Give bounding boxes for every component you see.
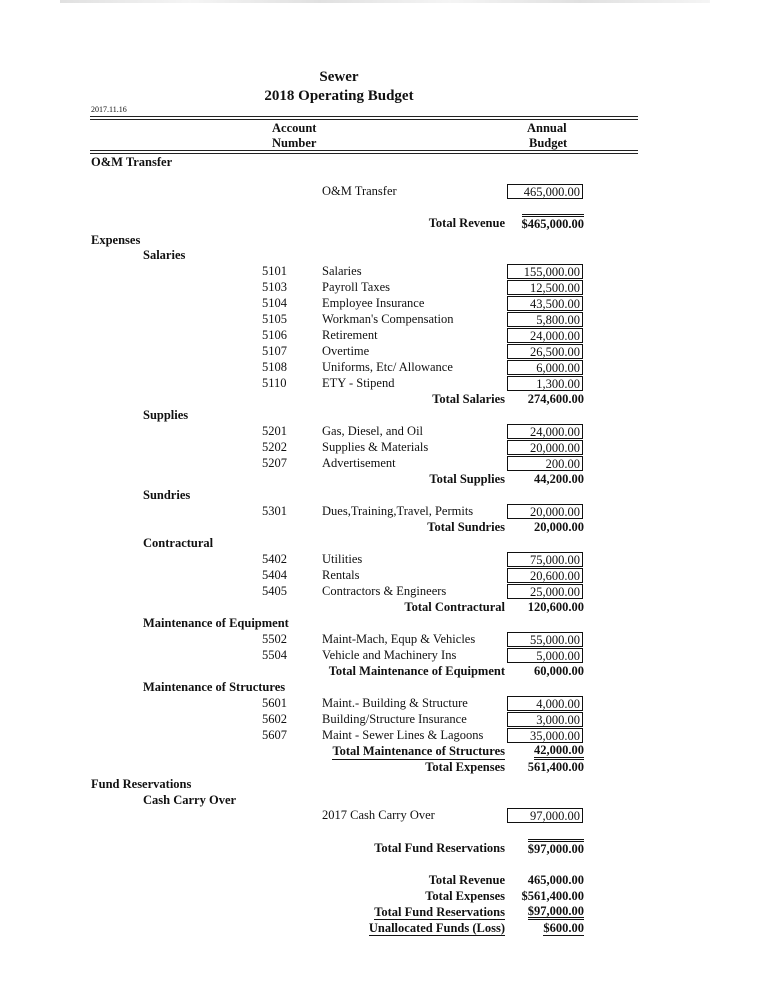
line-item-amount: 5,800.00	[507, 312, 583, 327]
budget-title: 2018 Operating Budget	[264, 88, 414, 104]
account-number: 5504	[262, 648, 287, 662]
scan-artifact	[60, 0, 710, 3]
account-number: 5602	[262, 712, 287, 726]
total-sundries-amount: 20,000.00	[534, 520, 584, 534]
summary-revenue-label: Total Revenue	[428, 873, 505, 887]
account-number: 5404	[262, 568, 287, 582]
summary-unallocated-label: Unallocated Funds (Loss)	[368, 921, 505, 935]
line-item-amount: 1,300.00	[507, 376, 583, 391]
om-transfer-label: O&M Transfer	[322, 184, 397, 198]
line-item-label: Retirement	[322, 328, 378, 342]
print-date: 2017.11.16	[91, 105, 127, 114]
line-item-label: Maint - Sewer Lines & Lagoons	[322, 728, 484, 742]
col-account-line1: Account	[272, 121, 317, 135]
account-number: 5108	[262, 360, 287, 374]
total-sundries-label: Total Sundries	[427, 520, 505, 534]
total-maint-equipment-label: Total Maintenance of Equipment	[328, 664, 505, 678]
salaries-heading: Salaries	[143, 248, 186, 262]
summary-expenses-label: Total Expenses	[425, 889, 505, 903]
line-item-amount: 25,000.00	[507, 584, 583, 599]
total-supplies-label: Total Supplies	[429, 472, 505, 486]
account-number: 5405	[262, 584, 287, 598]
line-item-amount: 26,500.00	[507, 344, 583, 359]
account-number: 5601	[262, 696, 287, 710]
total-salaries-label: Total Salaries	[432, 392, 505, 406]
account-number: 5402	[262, 552, 287, 566]
account-number: 5201	[262, 424, 287, 438]
account-number: 5502	[262, 632, 287, 646]
line-item-label: ETY - Stipend	[322, 376, 395, 390]
line-item-label: Maint.- Building & Structure	[322, 696, 468, 710]
om-transfer-amount: 465,000.00	[507, 184, 583, 199]
line-item-amount: 20,600.00	[507, 568, 583, 583]
line-item-amount: 75,000.00	[507, 552, 583, 567]
account-number: 5110	[262, 376, 287, 390]
line-item-amount: 35,000.00	[507, 728, 583, 743]
account-number: 5107	[262, 344, 287, 358]
total-maint-structures-amount: 42,000.00	[534, 744, 584, 760]
line-item-amount: 24,000.00	[507, 424, 583, 439]
total-fund-reservations-amount: $97,000.00	[528, 839, 584, 857]
supplies-heading: Supplies	[143, 408, 189, 422]
maint-equipment-heading: Maintenance of Equipment	[143, 616, 289, 630]
col-budget-line2: Budget	[529, 136, 568, 150]
line-item-label: Salaries	[322, 264, 362, 278]
summary-reservations-amount: $97,000.00	[527, 904, 584, 918]
expenses-heading: Expenses	[91, 233, 141, 247]
total-revenue-amount: $465,000.00	[522, 214, 585, 232]
om-transfer-heading: O&M Transfer	[91, 155, 173, 169]
line-item-amount: 20,000.00	[507, 504, 583, 519]
header-rule-bottom	[90, 150, 638, 154]
account-number: 5104	[262, 296, 287, 310]
cash-carry-over-label: 2017 Cash Carry Over	[322, 808, 435, 822]
total-contractural-amount: 120,600.00	[527, 600, 584, 614]
account-number: 5202	[262, 440, 287, 454]
maint-structures-heading: Maintenance of Structures	[143, 680, 286, 694]
line-item-amount: 24,000.00	[507, 328, 583, 343]
line-item-amount: 200.00	[507, 456, 583, 471]
summary-revenue-amount: 465,000.00	[527, 873, 584, 887]
line-item-label: Contractors & Engineers	[322, 584, 447, 598]
total-contractural-label: Total Contractural	[404, 600, 505, 614]
line-item-amount: 20,000.00	[507, 440, 583, 455]
total-supplies-amount: 44,200.00	[534, 472, 584, 486]
cash-carry-over-amount: 97,000.00	[507, 808, 583, 823]
summary-reservations-label: Total Fund Reservations	[374, 905, 505, 919]
fund-title: Sewer	[319, 69, 359, 85]
total-expenses-label: Total Expenses	[425, 760, 505, 774]
total-revenue-label: Total Revenue	[428, 216, 505, 230]
total-expenses-amount: 561,400.00	[527, 760, 584, 774]
line-item-amount: 6,000.00	[507, 360, 583, 375]
line-item-label: Maint-Mach, Equp & Vehicles	[322, 632, 476, 646]
line-item-label: Uniforms, Etc/ Allowance	[322, 360, 453, 374]
line-item-label: Employee Insurance	[322, 296, 425, 310]
line-item-label: Building/Structure Insurance	[322, 712, 467, 726]
line-item-label: Supplies & Materials	[322, 440, 429, 454]
line-item-label: Workman's Compensation	[322, 312, 454, 326]
account-number: 5103	[262, 280, 287, 294]
line-item-label: Advertisement	[322, 456, 396, 470]
contractural-heading: Contractural	[143, 536, 214, 550]
line-item-label: Overtime	[322, 344, 370, 358]
account-number: 5607	[262, 728, 287, 742]
line-item-amount: 155,000.00	[507, 264, 583, 279]
line-item-amount: 55,000.00	[507, 632, 583, 647]
line-item-label: Rentals	[322, 568, 360, 582]
line-item-amount: 3,000.00	[507, 712, 583, 727]
account-number: 5207	[262, 456, 287, 470]
col-account-line2: Number	[272, 136, 317, 150]
fund-reservations-heading: Fund Reservations	[91, 777, 192, 791]
total-maint-equipment-amount: 60,000.00	[534, 664, 584, 678]
col-budget-line1: Annual	[527, 121, 567, 135]
line-item-amount: 12,500.00	[507, 280, 583, 295]
summary-expenses-amount: $561,400.00	[521, 889, 584, 903]
line-item-amount: 4,000.00	[507, 696, 583, 711]
line-item-label: Vehicle and Machinery Ins	[322, 648, 457, 662]
account-number: 5105	[262, 312, 287, 326]
summary-unallocated-amount: $600.00	[543, 921, 584, 935]
line-item-label: Utilities	[322, 552, 363, 566]
line-item-label: Payroll Taxes	[322, 280, 390, 294]
cash-carry-over-heading: Cash Carry Over	[143, 793, 237, 807]
header-rule-top	[90, 116, 638, 120]
account-number: 5101	[262, 264, 287, 278]
account-number: 5106	[262, 328, 287, 342]
total-salaries-amount: 274,600.00	[527, 392, 584, 406]
line-item-amount: 43,500.00	[507, 296, 583, 311]
total-maint-structures-label: Total Maintenance of Structures	[332, 744, 505, 758]
total-fund-reservations-label: Total Fund Reservations	[374, 841, 505, 855]
account-number: 5301	[262, 504, 287, 518]
line-item-amount: 5,000.00	[507, 648, 583, 663]
sundries-heading: Sundries	[143, 488, 191, 502]
line-item-label: Gas, Diesel, and Oil	[322, 424, 424, 438]
line-item-label: Dues,Training,Travel, Permits	[322, 504, 474, 518]
